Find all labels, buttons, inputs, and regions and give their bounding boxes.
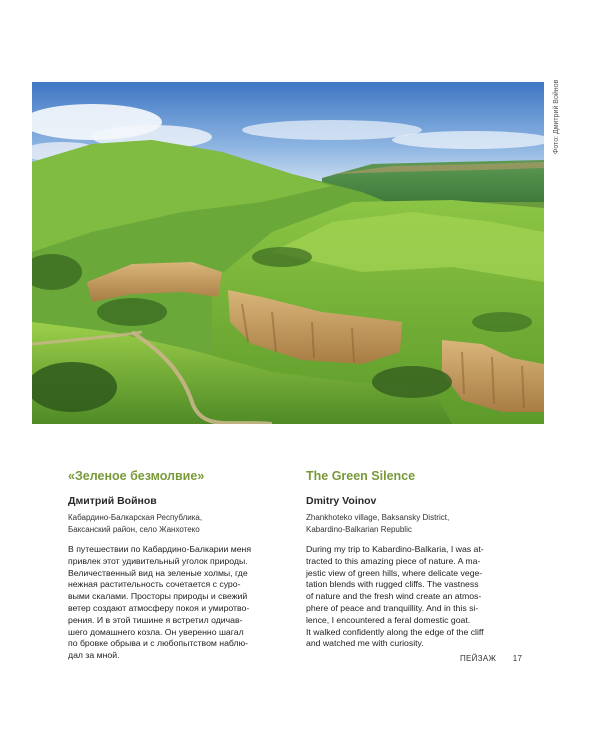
russian-body-line: ветер создают атмосферу покоя и умиротво-: [68, 602, 250, 613]
english-body-line: tation blends with rugged cliffs. The vastness: [306, 579, 479, 590]
english-body-line: It walked confidently along the edge of the cliff: [306, 626, 484, 637]
english-author: Dmitry Voinov: [306, 495, 377, 507]
russian-column: [68, 468, 300, 662]
english-body-line: phere of peace and tranquillity. And in this si-: [306, 602, 479, 613]
russian-body-line: шего домашнего козла. Он уверенно шагал: [68, 626, 244, 637]
russian-title: «Зеленое безмолвие»: [68, 469, 205, 483]
english-title: The Green Silence: [306, 469, 416, 483]
english-body-line: jestic view of green hills, where delicate vege-: [306, 567, 483, 578]
russian-body-line: дал за мной.: [68, 650, 120, 661]
english-location-line: Zhankhoteko village, Baksansky District,: [306, 513, 450, 522]
russian-body-line: привлек этот удивительный уголок природы.: [68, 555, 248, 566]
english-body-line: of nature and the fresh wind create an atmos-: [306, 591, 482, 602]
english-body: [306, 544, 538, 650]
english-body-line: and watched me with curiosity.: [306, 638, 424, 649]
page-number: 17: [512, 654, 523, 663]
landscape-photo-illustration: [32, 82, 544, 424]
russian-location: [68, 512, 300, 535]
russian-body-line: нежная растительность сочетается с суро-: [68, 579, 241, 590]
english-body-line: tracted to this amazing piece of nature. A ma-: [306, 555, 481, 566]
english-location-line: Kabardino-Balkarian Republic: [306, 524, 412, 534]
russian-author: Дмитрий Войнов: [68, 495, 157, 507]
page-footer: [460, 654, 522, 663]
english-column: [306, 468, 538, 650]
english-body-line: During my trip to Kabardino-Balkaria, I was at-: [306, 544, 484, 554]
russian-body-line: Величественный вид на зеленые холмы, где: [68, 567, 248, 578]
photo-credit: [552, 79, 566, 154]
english-body-line: lence, I encountered a feral domestic goat.: [306, 614, 471, 625]
russian-body: [68, 544, 300, 662]
russian-location-line: Кабардино-Балкарская Республика,: [68, 513, 203, 522]
english-location: [306, 512, 538, 535]
russian-body-line: выми скалами. Просторы природы и свежий: [68, 591, 248, 602]
russian-location-line: Баксанский район, село Жанхотеко: [68, 524, 200, 534]
russian-body-line: по бровке обрыва и с любопытством наблю-: [68, 638, 248, 649]
russian-body-line: рения. И в этой тишине я встретил одичав-: [68, 614, 243, 625]
photo-credit-text: Фото: Дмитрий Войнов: [553, 79, 560, 154]
section-name: ПЕЙЗАЖ: [460, 654, 497, 663]
russian-body-line: В путешествии по Кабардино-Балкарии меня: [68, 544, 252, 554]
landscape-photo: [32, 82, 544, 424]
